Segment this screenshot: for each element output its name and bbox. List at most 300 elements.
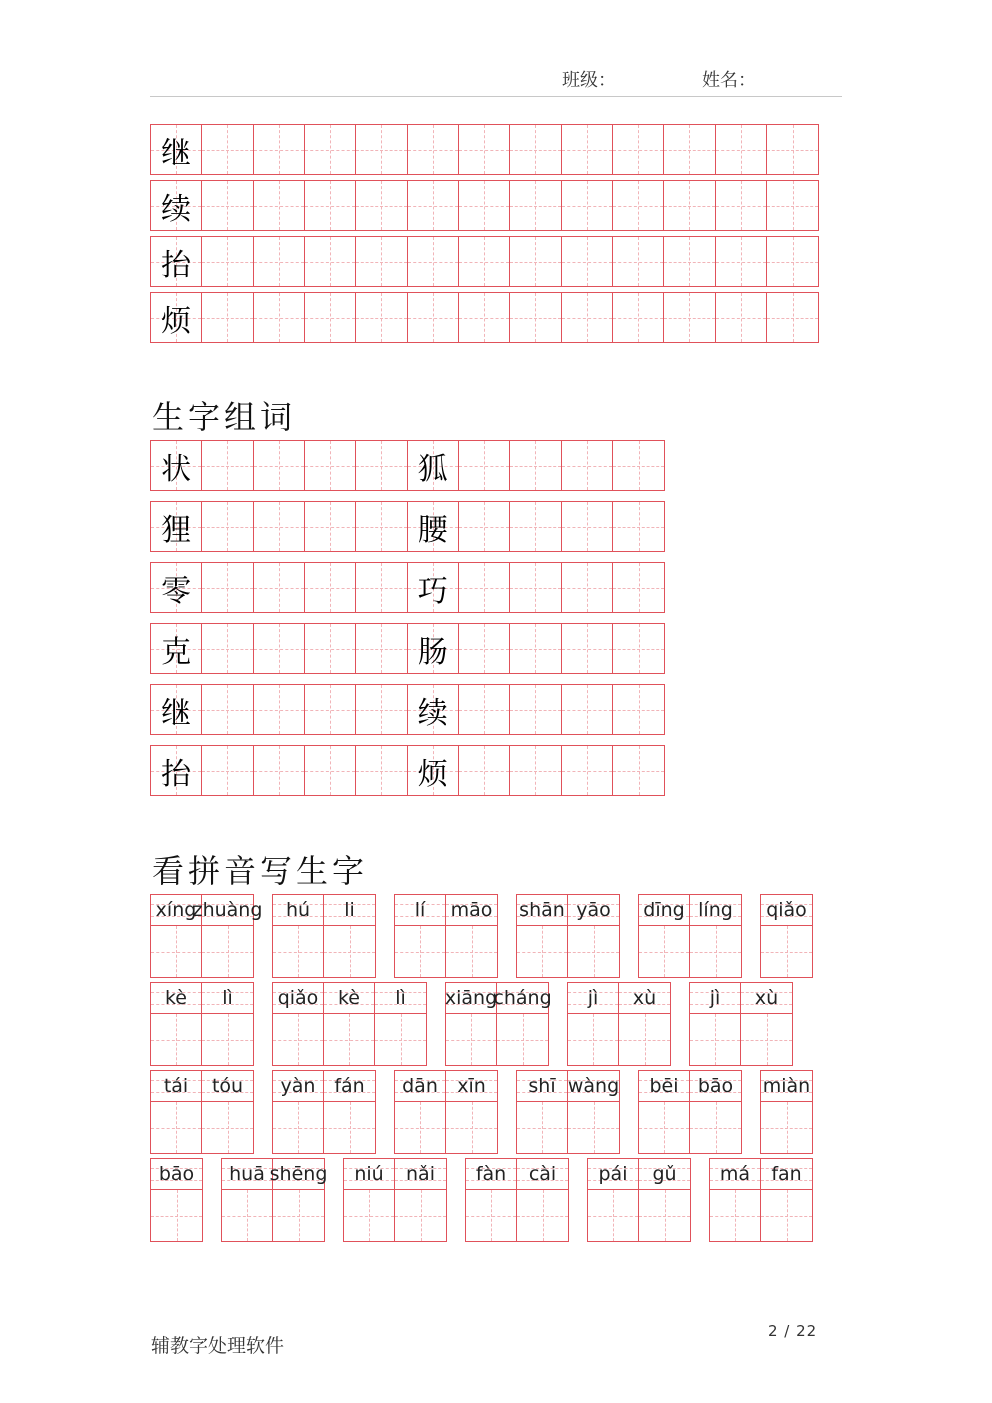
pinyin-syllable: fan xyxy=(771,1163,802,1185)
character-writing-box[interactable] xyxy=(761,1190,812,1241)
pinyin-cell[interactable] xyxy=(151,1159,202,1241)
character-writing-box[interactable] xyxy=(446,926,497,977)
writing-cell[interactable] xyxy=(305,502,356,551)
writing-cell[interactable] xyxy=(510,624,561,673)
writing-cell[interactable] xyxy=(408,502,459,551)
grid-row xyxy=(150,440,665,491)
pinyin-syllable: kè xyxy=(337,987,360,1009)
character-writing-box[interactable] xyxy=(517,1102,567,1153)
pinyin-group xyxy=(272,894,376,978)
writing-cell[interactable] xyxy=(254,125,305,174)
writing-cell[interactable] xyxy=(767,293,818,342)
pinyin-cell[interactable] xyxy=(690,895,741,977)
pinyin-label-area xyxy=(568,895,619,926)
model-character: 狐 xyxy=(417,451,448,487)
character-writing-box[interactable] xyxy=(710,1190,760,1241)
writing-cell[interactable] xyxy=(459,624,510,673)
character-writing-box[interactable] xyxy=(568,926,619,977)
writing-cell[interactable] xyxy=(305,237,356,286)
character-writing-box[interactable] xyxy=(324,1014,374,1065)
model-character: 腰 xyxy=(417,512,448,548)
writing-cell[interactable] xyxy=(254,502,305,551)
pinyin-group xyxy=(272,1070,376,1154)
pinyin-section-title: 看拼音写生字 xyxy=(152,852,369,890)
pinyin-label-area xyxy=(517,895,567,926)
pinyin-group xyxy=(150,982,254,1066)
writing-cell[interactable] xyxy=(510,563,561,612)
character-writing-box[interactable] xyxy=(151,1190,202,1241)
writing-cell[interactable] xyxy=(562,181,613,230)
pinyin-label-area xyxy=(690,895,741,926)
character-writing-box[interactable] xyxy=(324,1102,375,1153)
pinyin-label-area xyxy=(761,895,812,926)
writing-cell[interactable] xyxy=(613,563,664,612)
writing-cell[interactable] xyxy=(459,125,510,174)
writing-cell[interactable] xyxy=(202,563,253,612)
writing-cell[interactable] xyxy=(459,293,510,342)
pinyin-cell[interactable] xyxy=(151,1071,202,1153)
model-character: 继 xyxy=(161,135,192,171)
grid-row xyxy=(150,684,665,735)
writing-cell[interactable] xyxy=(202,746,253,795)
writing-cell[interactable] xyxy=(151,181,202,230)
writing-cell[interactable] xyxy=(305,441,356,490)
character-writing-box[interactable] xyxy=(639,1102,689,1153)
grid-row xyxy=(150,292,819,343)
model-character: 状 xyxy=(161,451,192,487)
character-writing-box[interactable] xyxy=(619,1014,670,1065)
writing-cell[interactable] xyxy=(510,685,561,734)
writing-cell[interactable] xyxy=(356,685,407,734)
pinyin-syllable: yāo xyxy=(576,899,611,921)
character-writing-box[interactable] xyxy=(639,926,689,977)
pinyin-cell[interactable] xyxy=(395,1071,446,1153)
pinyin-cell[interactable] xyxy=(324,1071,375,1153)
pinyin-label-area xyxy=(639,1159,690,1190)
pinyin-cell[interactable] xyxy=(493,983,552,1065)
writing-cell[interactable] xyxy=(254,181,305,230)
pinyin-cell[interactable] xyxy=(466,1159,517,1241)
character-writing-box[interactable] xyxy=(588,1190,638,1241)
pinyin-syllable: nǎi xyxy=(406,1163,435,1185)
pinyin-label-area xyxy=(466,1159,516,1190)
pinyin-label-area xyxy=(710,1159,760,1190)
writing-cell[interactable] xyxy=(305,624,356,673)
writing-cell[interactable] xyxy=(408,685,459,734)
character-writing-box[interactable] xyxy=(395,1190,446,1241)
writing-cell[interactable] xyxy=(613,237,664,286)
grid-row xyxy=(150,745,665,796)
pinyin-label-area xyxy=(446,1071,497,1102)
pinyin-label-area xyxy=(568,1071,619,1102)
writing-cell[interactable] xyxy=(151,237,202,286)
writing-cell[interactable] xyxy=(562,237,613,286)
writing-cell[interactable] xyxy=(254,293,305,342)
writing-cell[interactable] xyxy=(151,685,202,734)
pinyin-syllable: hú xyxy=(285,899,311,921)
grid-row xyxy=(150,623,665,674)
writing-cell[interactable] xyxy=(562,624,613,673)
writing-cell[interactable] xyxy=(356,237,407,286)
pinyin-label-area xyxy=(568,983,618,1014)
character-writing-box[interactable] xyxy=(222,1190,272,1241)
pinyin-label-area xyxy=(273,1071,323,1102)
pinyin-cell[interactable] xyxy=(639,1071,690,1153)
character-writing-box[interactable] xyxy=(517,1190,568,1241)
pinyin-syllable: miàn xyxy=(762,1075,811,1097)
pinyin-cell[interactable] xyxy=(192,895,263,977)
character-writing-box[interactable] xyxy=(324,926,375,977)
writing-cell[interactable] xyxy=(613,181,664,230)
writing-cell[interactable] xyxy=(459,441,510,490)
writing-cell[interactable] xyxy=(254,237,305,286)
character-writing-box[interactable] xyxy=(202,926,253,977)
writing-cell[interactable] xyxy=(202,293,253,342)
writing-cell[interactable] xyxy=(562,746,613,795)
pinyin-group xyxy=(587,1158,691,1242)
pinyin-cell[interactable] xyxy=(273,1071,324,1153)
character-writing-box[interactable] xyxy=(761,926,812,977)
writing-cell[interactable] xyxy=(510,125,561,174)
character-writing-box[interactable] xyxy=(761,1102,812,1153)
writing-cell[interactable] xyxy=(562,125,613,174)
model-character: 抬 xyxy=(161,756,192,792)
pinyin-syllable: yàn xyxy=(280,1075,316,1097)
character-writing-box[interactable] xyxy=(568,1014,618,1065)
character-writing-box[interactable] xyxy=(497,1014,548,1065)
pinyin-group xyxy=(689,982,793,1066)
pinyin-cell[interactable] xyxy=(446,895,497,977)
writing-cell[interactable] xyxy=(767,125,818,174)
writing-cell[interactable] xyxy=(510,502,561,551)
writing-cell[interactable] xyxy=(664,125,715,174)
writing-cell[interactable] xyxy=(613,293,664,342)
character-writing-box[interactable] xyxy=(639,1190,690,1241)
pinyin-group xyxy=(150,1158,203,1242)
character-writing-box[interactable] xyxy=(466,1190,516,1241)
pinyin-cell[interactable] xyxy=(639,1159,690,1241)
writing-cell[interactable] xyxy=(305,746,356,795)
pinyin-cell[interactable] xyxy=(639,895,690,977)
writing-cell[interactable] xyxy=(613,624,664,673)
pinyin-cell[interactable] xyxy=(269,1159,328,1241)
character-writing-box[interactable] xyxy=(517,926,567,977)
pinyin-label-area xyxy=(324,1071,375,1102)
writing-cell[interactable] xyxy=(202,181,253,230)
pinyin-label-area xyxy=(741,983,792,1014)
writing-cell[interactable] xyxy=(254,563,305,612)
writing-cell[interactable] xyxy=(305,685,356,734)
writing-cell[interactable] xyxy=(305,563,356,612)
pinyin-group xyxy=(638,894,742,978)
writing-cell[interactable] xyxy=(408,624,459,673)
writing-cell[interactable] xyxy=(459,685,510,734)
writing-cell[interactable] xyxy=(356,181,407,230)
writing-cell[interactable] xyxy=(510,237,561,286)
writing-cell[interactable] xyxy=(716,181,767,230)
writing-cell[interactable] xyxy=(716,237,767,286)
writing-cell[interactable] xyxy=(356,441,407,490)
writing-cell[interactable] xyxy=(356,563,407,612)
writing-cell[interactable] xyxy=(408,746,459,795)
writing-cell[interactable] xyxy=(510,441,561,490)
pinyin-syllable: jì xyxy=(709,987,721,1009)
character-writing-box[interactable] xyxy=(568,1102,619,1153)
pinyin-cell[interactable] xyxy=(222,1159,273,1241)
header-divider xyxy=(150,96,842,97)
word-building-title: 生字组词 xyxy=(152,398,297,436)
pinyin-syllable: shān xyxy=(519,899,565,921)
pinyin-label-area xyxy=(395,1071,445,1102)
pinyin-label-area xyxy=(761,1159,812,1190)
pinyin-label-area xyxy=(588,1159,638,1190)
writing-cell[interactable] xyxy=(613,125,664,174)
writing-cell[interactable] xyxy=(254,441,305,490)
pinyin-syllable: shēng xyxy=(269,1163,328,1185)
writing-cell[interactable] xyxy=(767,237,818,286)
model-character: 烦 xyxy=(161,303,192,339)
writing-cell[interactable] xyxy=(202,624,253,673)
character-writing-box[interactable] xyxy=(690,1102,741,1153)
writing-cell[interactable] xyxy=(305,181,356,230)
writing-cell[interactable] xyxy=(408,293,459,342)
writing-cell[interactable] xyxy=(459,746,510,795)
writing-cell[interactable] xyxy=(562,563,613,612)
pinyin-label-area xyxy=(690,1071,741,1102)
model-character: 续 xyxy=(417,695,448,731)
model-character: 零 xyxy=(161,573,192,609)
pinyin-cell[interactable] xyxy=(517,1159,568,1241)
character-writing-box[interactable] xyxy=(202,1014,253,1065)
pinyin-cell[interactable] xyxy=(375,983,426,1065)
pinyin-label-area xyxy=(344,1159,394,1190)
grid-row xyxy=(150,236,819,287)
pinyin-label-area xyxy=(202,983,253,1014)
pinyin-cell[interactable] xyxy=(344,1159,395,1241)
writing-cell[interactable] xyxy=(202,685,253,734)
pinyin-syllable: fàn xyxy=(475,1163,507,1185)
page-number: 2 / 22 xyxy=(768,1322,818,1340)
writing-cell[interactable] xyxy=(151,624,202,673)
writing-cell[interactable] xyxy=(356,502,407,551)
pinyin-label-area xyxy=(446,895,497,926)
writing-cell[interactable] xyxy=(202,237,253,286)
writing-cell[interactable] xyxy=(408,237,459,286)
character-writing-box[interactable] xyxy=(446,1102,497,1153)
pinyin-label-area xyxy=(639,895,689,926)
writing-cell[interactable] xyxy=(716,293,767,342)
pinyin-syllable: bāo xyxy=(158,1163,195,1185)
pinyin-cell[interactable] xyxy=(202,983,253,1065)
pinyin-label-area xyxy=(324,983,374,1014)
writing-cell[interactable] xyxy=(459,237,510,286)
writing-cell[interactable] xyxy=(613,502,664,551)
character-writing-box[interactable] xyxy=(273,926,323,977)
pinyin-label-area xyxy=(619,983,670,1014)
writing-cell[interactable] xyxy=(408,441,459,490)
writing-cell[interactable] xyxy=(767,181,818,230)
writing-cell[interactable] xyxy=(151,746,202,795)
pinyin-cell[interactable] xyxy=(588,1159,639,1241)
character-writing-box[interactable] xyxy=(690,1014,740,1065)
pinyin-cell[interactable] xyxy=(324,983,375,1065)
writing-cell[interactable] xyxy=(202,441,253,490)
writing-cell[interactable] xyxy=(613,441,664,490)
pinyin-syllable: wàng xyxy=(567,1075,620,1097)
writing-cell[interactable] xyxy=(562,502,613,551)
character-writing-box[interactable] xyxy=(151,926,201,977)
character-writing-box[interactable] xyxy=(151,1014,201,1065)
writing-cell[interactable] xyxy=(202,125,253,174)
pinyin-label-area xyxy=(273,895,323,926)
writing-cell[interactable] xyxy=(356,293,407,342)
writing-cell[interactable] xyxy=(613,685,664,734)
model-character: 续 xyxy=(161,191,192,227)
model-character: 克 xyxy=(161,634,192,670)
writing-cell[interactable] xyxy=(408,563,459,612)
writing-cell[interactable] xyxy=(562,293,613,342)
writing-cell[interactable] xyxy=(613,746,664,795)
writing-cell[interactable] xyxy=(356,125,407,174)
writing-cell[interactable] xyxy=(151,502,202,551)
writing-cell[interactable] xyxy=(459,563,510,612)
pinyin-syllable: jì xyxy=(587,987,599,1009)
pinyin-cell[interactable] xyxy=(446,1071,497,1153)
pinyin-label-area xyxy=(202,1071,253,1102)
character-writing-box[interactable] xyxy=(395,1102,445,1153)
pinyin-label-area xyxy=(761,1071,812,1102)
class-label: 班级： xyxy=(562,70,616,91)
grid-row xyxy=(150,180,819,231)
model-character: 狸 xyxy=(161,512,192,548)
writing-cell[interactable] xyxy=(459,502,510,551)
model-character: 肠 xyxy=(417,634,448,670)
writing-cell[interactable] xyxy=(254,685,305,734)
character-writing-box[interactable] xyxy=(741,1014,792,1065)
writing-cell[interactable] xyxy=(510,181,561,230)
pinyin-label-area xyxy=(493,983,552,1014)
writing-cell[interactable] xyxy=(151,563,202,612)
pinyin-label-area xyxy=(395,1159,446,1190)
pinyin-syllable: xíng xyxy=(155,899,197,921)
pinyin-cell[interactable] xyxy=(568,895,619,977)
pinyin-label-area xyxy=(192,895,263,926)
pinyin-cell[interactable] xyxy=(273,895,324,977)
character-writing-box[interactable] xyxy=(690,926,741,977)
pinyin-cell[interactable] xyxy=(761,1071,812,1153)
writing-cell[interactable] xyxy=(562,685,613,734)
pinyin-group xyxy=(394,1070,498,1154)
pinyin-cell[interactable] xyxy=(619,983,670,1065)
pinyin-syllable: bāo xyxy=(697,1075,734,1097)
character-writing-box[interactable] xyxy=(273,1014,323,1065)
pinyin-cell[interactable] xyxy=(517,1071,568,1153)
pinyin-syllable: má xyxy=(719,1163,751,1185)
writing-cell[interactable] xyxy=(356,624,407,673)
pinyin-cell[interactable] xyxy=(568,1071,619,1153)
pinyin-group xyxy=(709,1158,813,1242)
pinyin-label-area xyxy=(446,983,496,1014)
writing-cell[interactable] xyxy=(510,746,561,795)
pinyin-cell[interactable] xyxy=(324,895,375,977)
writing-cell[interactable] xyxy=(356,746,407,795)
pinyin-cell[interactable] xyxy=(690,1071,741,1153)
pinyin-cell[interactable] xyxy=(568,983,619,1065)
pinyin-syllable: niú xyxy=(354,1163,384,1185)
writing-cell[interactable] xyxy=(151,441,202,490)
model-character: 抬 xyxy=(161,247,192,283)
pinyin-syllable: lì xyxy=(222,987,233,1009)
grid-row xyxy=(150,501,665,552)
character-writing-box[interactable] xyxy=(273,1190,324,1241)
pinyin-syllable: huā xyxy=(229,1163,265,1185)
writing-cell[interactable] xyxy=(254,746,305,795)
writing-cell[interactable] xyxy=(408,181,459,230)
writing-cell[interactable] xyxy=(305,125,356,174)
pinyin-group xyxy=(638,1070,742,1154)
pinyin-group xyxy=(516,1070,620,1154)
pinyin-syllable: qiǎo xyxy=(277,987,319,1009)
pinyin-cell[interactable] xyxy=(741,983,792,1065)
pinyin-cell[interactable] xyxy=(690,983,741,1065)
character-writing-box[interactable] xyxy=(344,1190,394,1241)
writing-cell[interactable] xyxy=(151,125,202,174)
writing-cell[interactable] xyxy=(305,293,356,342)
pinyin-label-area xyxy=(517,1159,568,1190)
pinyin-cell[interactable] xyxy=(151,983,202,1065)
writing-cell[interactable] xyxy=(664,293,715,342)
writing-cell[interactable] xyxy=(716,125,767,174)
pinyin-cell[interactable] xyxy=(761,1159,812,1241)
writing-cell[interactable] xyxy=(408,125,459,174)
character-writing-box[interactable] xyxy=(273,1102,323,1153)
pinyin-cell[interactable] xyxy=(395,1159,446,1241)
pinyin-cell[interactable] xyxy=(273,983,324,1065)
pinyin-cell[interactable] xyxy=(395,895,446,977)
pinyin-syllable: xù xyxy=(754,987,779,1009)
pinyin-cell[interactable] xyxy=(710,1159,761,1241)
pinyin-syllable: líng xyxy=(698,899,733,921)
writing-cell[interactable] xyxy=(202,502,253,551)
pinyin-label-area xyxy=(222,1159,272,1190)
pinyin-syllable: lí xyxy=(414,899,426,921)
character-writing-box[interactable] xyxy=(151,1102,201,1153)
writing-cell[interactable] xyxy=(510,293,561,342)
writing-cell[interactable] xyxy=(459,181,510,230)
pinyin-syllable: cháng xyxy=(493,987,552,1009)
pinyin-group xyxy=(444,982,552,1066)
writing-cell[interactable] xyxy=(562,441,613,490)
pinyin-cell[interactable] xyxy=(202,1071,253,1153)
character-writing-box[interactable] xyxy=(446,1014,496,1065)
pinyin-label-area xyxy=(151,1159,202,1190)
pinyin-syllable: lì xyxy=(395,987,406,1009)
character-writing-box[interactable] xyxy=(375,1014,426,1065)
pinyin-group xyxy=(760,1070,813,1154)
writing-cell[interactable] xyxy=(151,293,202,342)
writing-cell[interactable] xyxy=(664,181,715,230)
pinyin-cell[interactable] xyxy=(517,895,568,977)
writing-cell[interactable] xyxy=(254,624,305,673)
pinyin-group xyxy=(150,1070,254,1154)
pinyin-label-area xyxy=(273,983,323,1014)
pinyin-cell[interactable] xyxy=(761,895,812,977)
pinyin-cell[interactable] xyxy=(446,983,497,1065)
pinyin-group xyxy=(465,1158,569,1242)
character-writing-box[interactable] xyxy=(395,926,445,977)
writing-cell[interactable] xyxy=(664,237,715,286)
character-writing-box[interactable] xyxy=(202,1102,253,1153)
